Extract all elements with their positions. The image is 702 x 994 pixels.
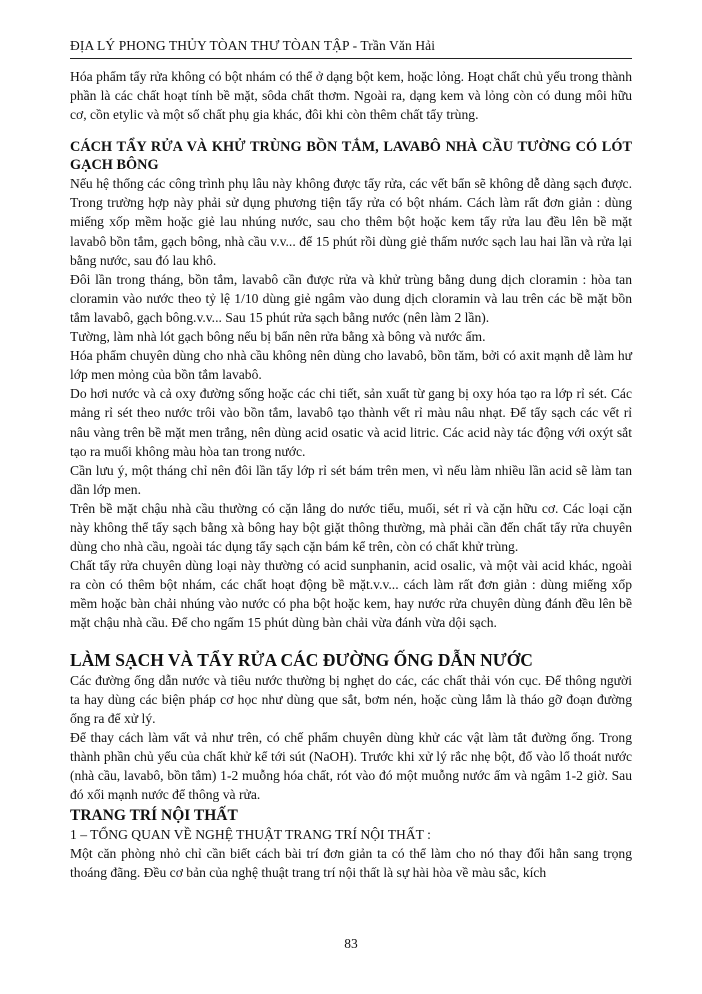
- running-header: ĐỊA LÝ PHONG THỦY TÒAN THƯ TÒAN TẬP - Trần Văn Hải: [70, 38, 632, 59]
- paragraph: Trên bề mặt chậu nhà cầu thường có cặn lắng do nước tiểu, muối, sét rỉ và cặn hữu cơ. Các loại cặn này không thể tẩy sạch bằng xà bông hay bột giặt thông thường, mà phải cần đến chất tẩy rửa chuyên dùng cho nhà cầu, ngoài tác dụng tẩy sạch cặn bám kể trên, còn có chất khử trùng.: [70, 500, 632, 555]
- page-number: 83: [344, 936, 358, 951]
- paragraph: Một căn phòng nhỏ chỉ cần biết cách bài trí đơn giản ta có thể làm cho nó thay đổi hẳn sang trọng thoáng đãng. Đều cơ bản của nghệ thuật trang trí nội thất là sự hài hòa về màu sắc, kích: [70, 846, 632, 881]
- paragraph: Đôi lần trong tháng, bồn tắm, lavabô cần được rửa và khử trùng bằng dung dịch cloramin : hòa tan cloramin vào nước theo tỷ lệ 1/10 dùng giẻ ngâm vào dung dịch cloramin và lau trên các bề mặt bồn tắm lavabô, gạch bông.v.v... Sau 15 phút rửa sạch bằng nước (nên làm 2 lần).: [70, 271, 632, 325]
- page-body: [70, 67, 632, 882]
- paragraph: Chất tẩy rửa chuyên dùng loại này thường có acid sunphanin, acid osalic, và một vài acid khác, ngoài ra còn có thêm bột nhám, các chất hoạt động bề mặt.v.v... cách làm rất đơn giản : dùng miếng xốp mềm hoặc bàn chải nhúng vào nước có pha bột hoặc kem, hay nước rửa chuyên dùng đánh đều lên bề mặt chậu nhà cầu. Để cho ngấm 15 phút dùng bàn chải vừa đánh vừa dội sạch.: [70, 558, 632, 631]
- section-heading-pipe-cleaning: LÀM SẠCH VÀ TẨY RỬA CÁC ĐƯỜNG ỐNG DẪN NƯỚC: [70, 649, 533, 670]
- paragraph: Cần lưu ý, một tháng chỉ nên đôi lần tẩy lớp rỉ sét bám trên men, vì nếu làm nhiều lần acid sẽ làm tan dần lớp men.: [70, 462, 632, 497]
- subsection-heading: 1 – TỔNG QUAN VỀ NGHỆ THUẬT TRANG TRÍ NỘI THẤT :: [70, 827, 431, 843]
- paragraph: Để thay cách làm vất vả như trên, có chế phẩm chuyên dùng khử các vật làm tắt đường ống. Trong thành phần chủ yếu của chất khử kể tới sút (NaOH). Trước khi xử lý rắc nhẹ bột, đổ vào lổ thoát nước (nhà cầu, lavabô, bồn tắm) 1-2 muỗng hóa chất, rót vào đó một muỗng nước ấm và ngâm 1-2 giờ. Sau đó xối mạnh nước để thông và rửa.: [70, 729, 632, 803]
- paragraph: Do hơi nước và cả oxy đường sống hoặc các chi tiết, sản xuất từ gang bị oxy hóa tạo ra lớp rỉ sét. Các mảng rỉ sét theo nước trôi vào bồn tắm, lavabô tạo thành vết rỉ màu nâu nhạt. Để tẩy sạch các vết rỉ nâu vàng trên bề mặt men trắng, nên dùng acid osatic và acid litric. Các acid này tác động với oxýt sắt tạo ra muối không màu hòa tan trong nước.: [70, 386, 632, 459]
- intro-paragraph: Hóa phẩm tẩy rửa không có bột nhám có thể ở dạng bột kem, hoặc lỏng. Hoạt chất chủ yếu trong thành phần là các chất hoạt tính bề mặt, sôda chất thơm. Ngoài ra, dạng kem và lỏng còn có dung môi hữu cơ, cồn etylic và một số chất phụ gia khác, đôi khi còn thêm chất tẩy trùng.: [70, 69, 632, 123]
- paragraph: Hóa phẩm chuyên dùng cho nhà cầu không nên dùng cho lavabô, bồn tăm, bởi có axit mạnh dễ làm hư lớp men mỏng của bồn tắm lavabô.: [70, 348, 632, 383]
- paragraph: Các đường ống dẫn nước và tiêu nước thường bị nghẹt do các, các chất thải vón cục. Để thông người ta hay dùng các biện pháp cơ học như dùng que sắt, bơm nén, hoặc cùng lắm là tháo gỡ đoạn đường ống ra để xử lý.: [70, 672, 632, 726]
- document-page: [70, 38, 632, 882]
- section-heading-bathroom-cleaning: CÁCH TẨY RỬA VÀ KHỬ TRÙNG BỒN TẮM, LAVABÔ NHÀ CẦU TƯỜNG CÓ LÓT GẠCH BÔNG: [70, 139, 632, 174]
- paragraph: Nếu hệ thống các công trình phụ lâu này không được tẩy rửa, các vết bẩn sẽ không dễ dàng sạch được. Trong trường hợp này phải sử dụng phương tiện tẩy rửa có bột nhám. Cách làm rất đơn giản : dùng miếng xốp mềm hoặc giẻ lau nhúng nước, sau cho thêm bột hoặc kem tẩy rửa lau đều lên bề mặt lavabô bồn tắm, gạch bông, nhà cầu v.v... để 15 phút rồi dùng giẻ thấm nước sạch lau hai lần và rửa lại bằng nước, sau đó lau khô.: [70, 176, 632, 268]
- paragraph: Tường, làm nhà lót gạch bông nếu bị bẩn nên rửa bằng xà bông và nước ấm.: [70, 329, 486, 345]
- section-heading-interior-decoration: TRANG TRÍ NỘI THẤT: [70, 807, 238, 825]
